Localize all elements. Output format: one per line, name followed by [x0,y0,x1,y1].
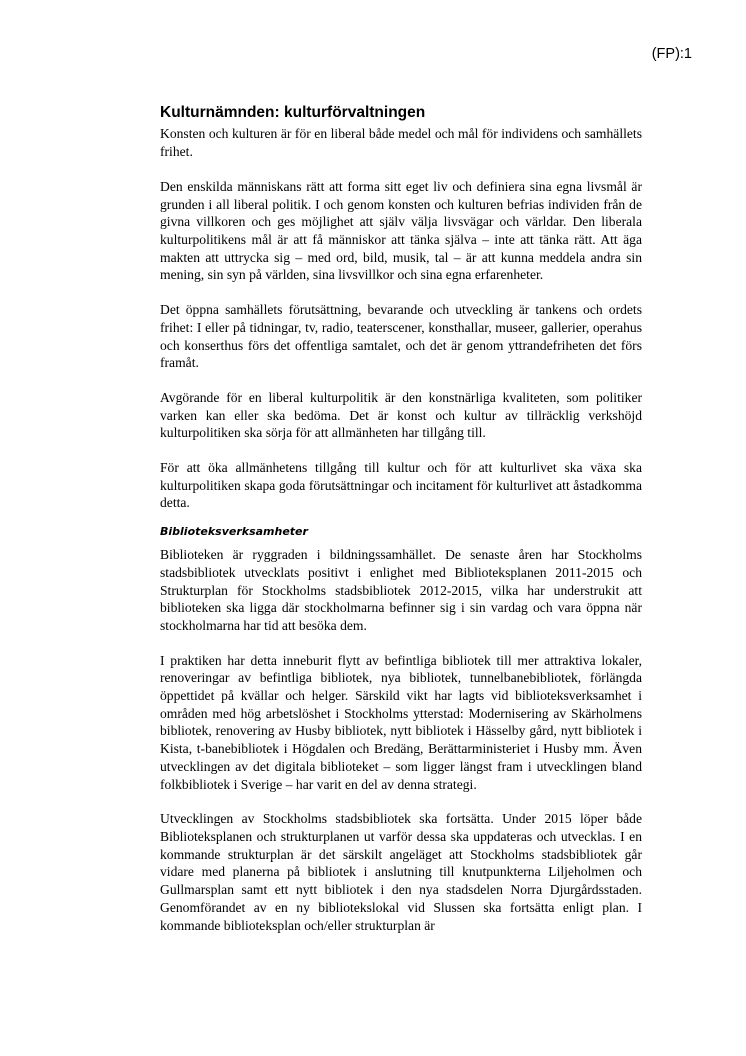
section-paragraph: I praktiken har detta inneburit flytt av befintliga bibliotek till mer attraktiva lokaler, renoveringar av befintliga bibliotek, nya bibliotek, tunnelbanebibliotek, förlängda öppettidet på kvällar och helger. Särskild vikt har lagts vid biblioteksverksamhet i områden med hög arbetslöshet i Stockholms ytterstad: Modernisering av Skärholmens bibliotek, renovering av Husby bibliotek, nytt bibliotek i Hässelby gård, nytt bibliotek i Kista, t-banebibliotek i Högdalen och Bredäng, Berättarministeriet i Husby mm. Även utvecklingen av det digitala biblioteket – som ligger längst fram i utvecklingen bland folkbibliotek i Sverige – har varit en del av denna strategi. [160,652,642,792]
section-paragraph: Biblioteken är ryggraden i bildningssamhället. De senaste åren har Stockholms stadsbibliotek utvecklats positivt i enlighet med Biblioteksplanen 2011-2015 och Strukturplan för Stockholms stadsbibliotek 2012-2015, vilka har understrukit att biblioteken ska ligga där stockholmarna befinner sig i sin vardag och vara öppna när stockholmarna har tid att besöka dem. [160,547,642,633]
intro-paragraph: Avgörande för en liberal kulturpolitik är den konstnärliga kvaliteten, som politiker varken kan eller ska bedöma. Det är konst och kultur av tillräcklig verkshöjd kulturpolitiken ska sörja för att allmänheten har tillgång till. [160,389,642,441]
intro-paragraph: Det öppna samhällets förutsättning, bevarande och utveckling är tankens och ordets frihet: I eller på tidningar, tv, radio, teaterscener, konsthallar, museer, gallerier, operahus och konserthus förs det offentliga samtalet, och det är genom yttrandefriheten det förs framåt. [160,302,642,371]
intro-paragraph: Den enskilda människans rätt att forma sitt eget liv och definiera sina egna livsmål är grunden i all liberal politik. I och genom konsten och kulturen befrias individen från de givna villkoren och ges möjlighet att själv välja livsvägar och världar. Den liberala kulturpolitikens mål är att få människor att tänka själva – inte att tänka rätt. Att äga makten att uttrycka sig – med ord, bild, musik, tal – är att kunna meddela andra sin mening, sin syn på världen, sina livsvillkor och sina egna erfarenheter. [160,178,642,283]
section-heading: Biblioteksverksamheter [160,525,308,539]
document-body [160,103,642,951]
section-paragraph: Utvecklingen av Stockholms stadsbibliotek ska fortsätta. Under 2015 löper både Biblioteksplanen och strukturplanen ut varför dessa ska uppdateras och utvecklas. I en kommande strukturplan är det särskilt angeläget att Stockholms stadsbibliotek går vidare med planerna på bibliotek i anslutning till knutpunkterna Liljeholmen och Gullmarsplan samt ett nytt bibliotek i den nya stadsdelen Norra Djurgårdsstaden. Genomförandet av en ny bibliotekslokal vid Slussen ska fortsätta enligt plan. I kommande biblioteksplan och/eller strukturplan är [160,811,642,933]
page-marker: (FP):1 [651,46,692,62]
document-title: Kulturnämnden: kulturförvaltningen [160,104,426,121]
intro-paragraph: För att öka allmänhetens tillgång till kultur och för att kulturlivet ska växa ska kulturpolitiken skapa goda förutsättningar och incitament för kulturlivet att åstadkomma detta. [160,460,642,511]
intro-paragraph: Konsten och kulturen är för en liberal både medel och mål för individens och samhällets frihet. [160,126,642,159]
